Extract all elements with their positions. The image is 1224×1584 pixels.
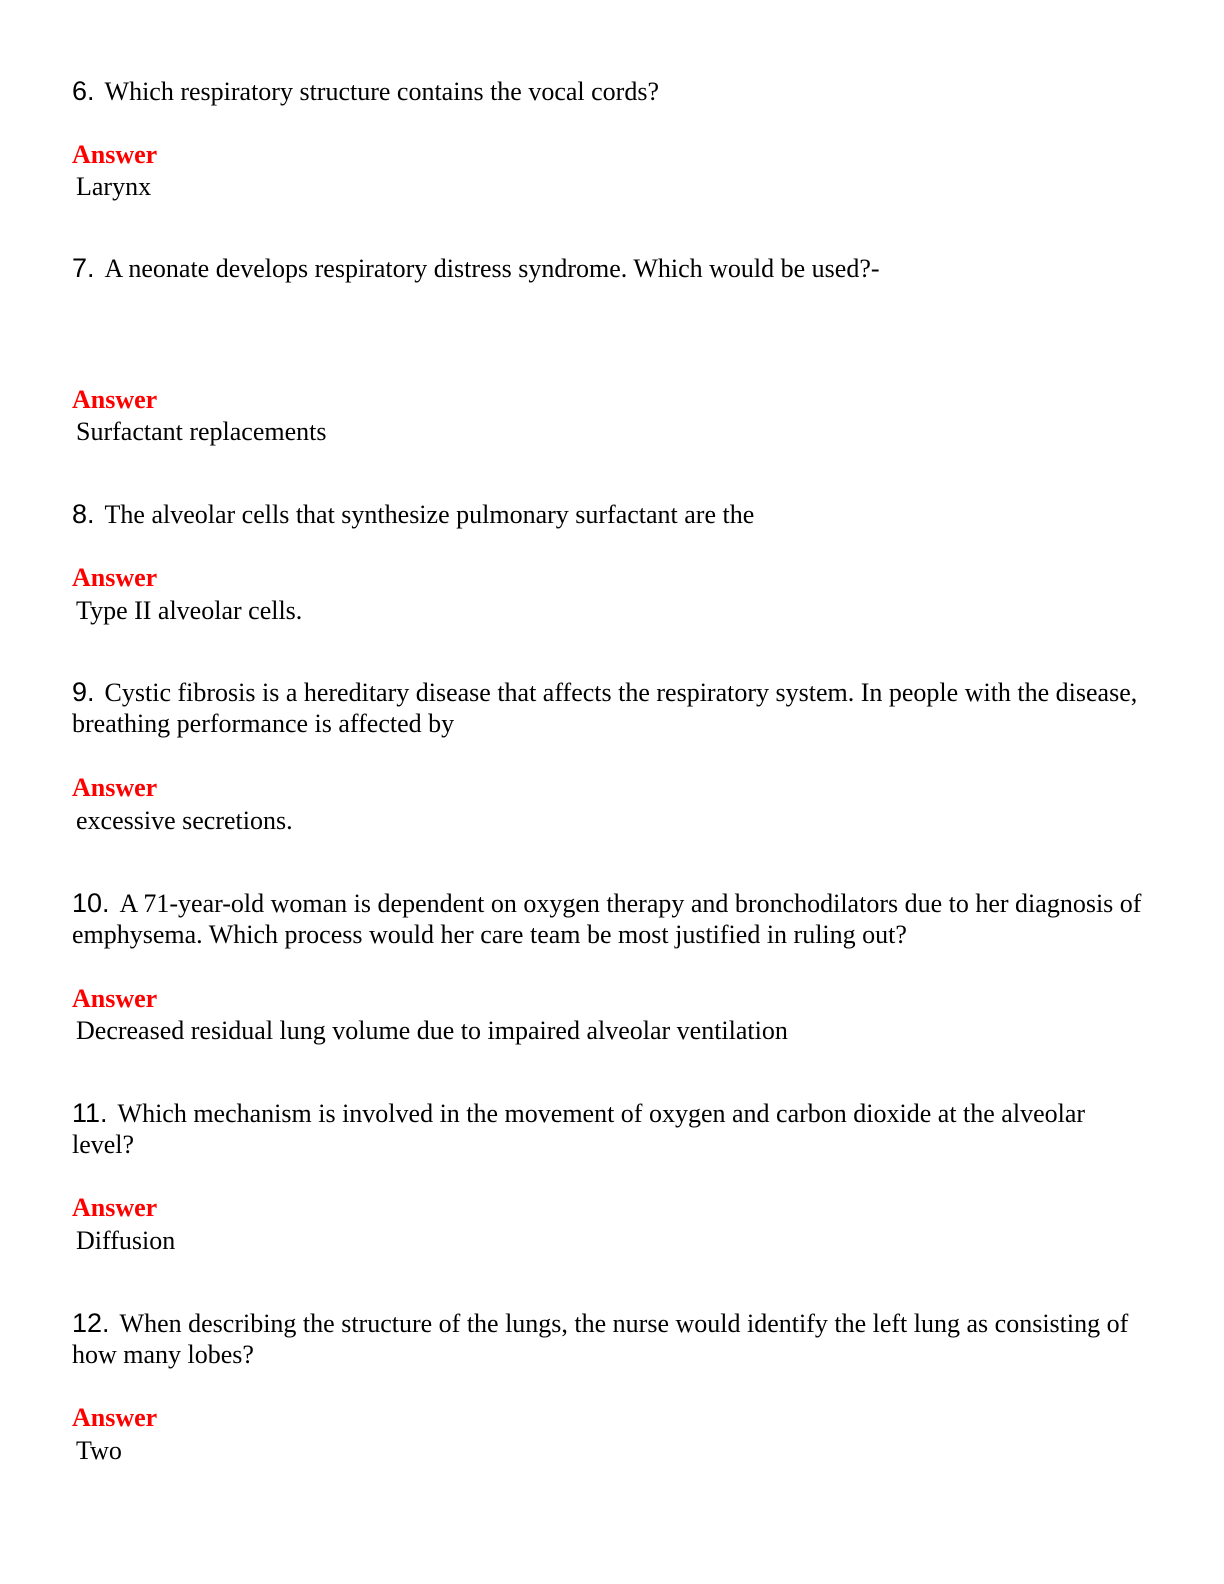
answer-text: Larynx xyxy=(76,172,152,201)
answer-label: Answer xyxy=(72,385,158,414)
question-number: 11. xyxy=(72,1098,108,1128)
question-number: 8. xyxy=(72,499,95,529)
question-body: Which mechanism is involved in the movement of oxygen and carbon dioxide at the alveolar level? xyxy=(72,1099,1086,1159)
answer-label: Answer xyxy=(72,773,158,802)
question-block xyxy=(72,888,1152,1045)
question-block xyxy=(72,76,1152,201)
answer-text: Type II alveolar cells. xyxy=(76,596,303,625)
question-body: Cystic fibrosis is a hereditary disease that affects the respiratory system. In people with the disease, breathing performance is affected by xyxy=(72,678,1138,738)
question-number: 9. xyxy=(72,677,95,707)
answer-label: Answer xyxy=(72,1193,158,1222)
answer-label: Answer xyxy=(72,984,158,1013)
question-text xyxy=(72,888,1152,950)
answer-text: Two xyxy=(76,1436,122,1465)
question-number: 12. xyxy=(72,1308,110,1338)
question-text xyxy=(72,1098,1152,1160)
question-number: 6. xyxy=(72,76,95,106)
answer-label: Answer xyxy=(72,563,158,592)
answer-text: excessive secretions. xyxy=(76,806,293,835)
answer-text: Diffusion xyxy=(76,1226,176,1255)
question-block xyxy=(72,677,1152,835)
answer-label: Answer xyxy=(72,140,158,169)
question-block xyxy=(72,253,1152,446)
question-number: 7. xyxy=(72,253,95,283)
answer-label: Answer xyxy=(72,1403,158,1432)
question-body: A neonate develops respiratory distress syndrome. Which would be used?- xyxy=(104,254,880,283)
question-block xyxy=(72,499,1152,625)
question-number: 10. xyxy=(72,888,110,918)
question-body: A 71-year-old woman is dependent on oxygen therapy and bronchodilators due to her diagnosis of emphysema. Which process would her care team be most justified in ruling out? xyxy=(72,889,1142,949)
question-body: When describing the structure of the lungs, the nurse would identify the left lung as consisting of how many lobes? xyxy=(72,1309,1129,1369)
question-text xyxy=(72,499,1152,530)
answer-text: Surfactant replacements xyxy=(76,417,327,446)
question-text xyxy=(72,253,1152,284)
question-block xyxy=(72,1098,1152,1255)
question-text xyxy=(72,1308,1152,1370)
question-body: Which respiratory structure contains the vocal cords? xyxy=(104,77,659,106)
answer-text: Decreased residual lung volume due to impaired alveolar ventilation xyxy=(76,1016,788,1045)
question-body: The alveolar cells that synthesize pulmonary surfactant are the xyxy=(104,500,755,529)
question-block xyxy=(72,1308,1152,1465)
question-text xyxy=(72,677,1152,739)
question-text xyxy=(72,76,1152,107)
